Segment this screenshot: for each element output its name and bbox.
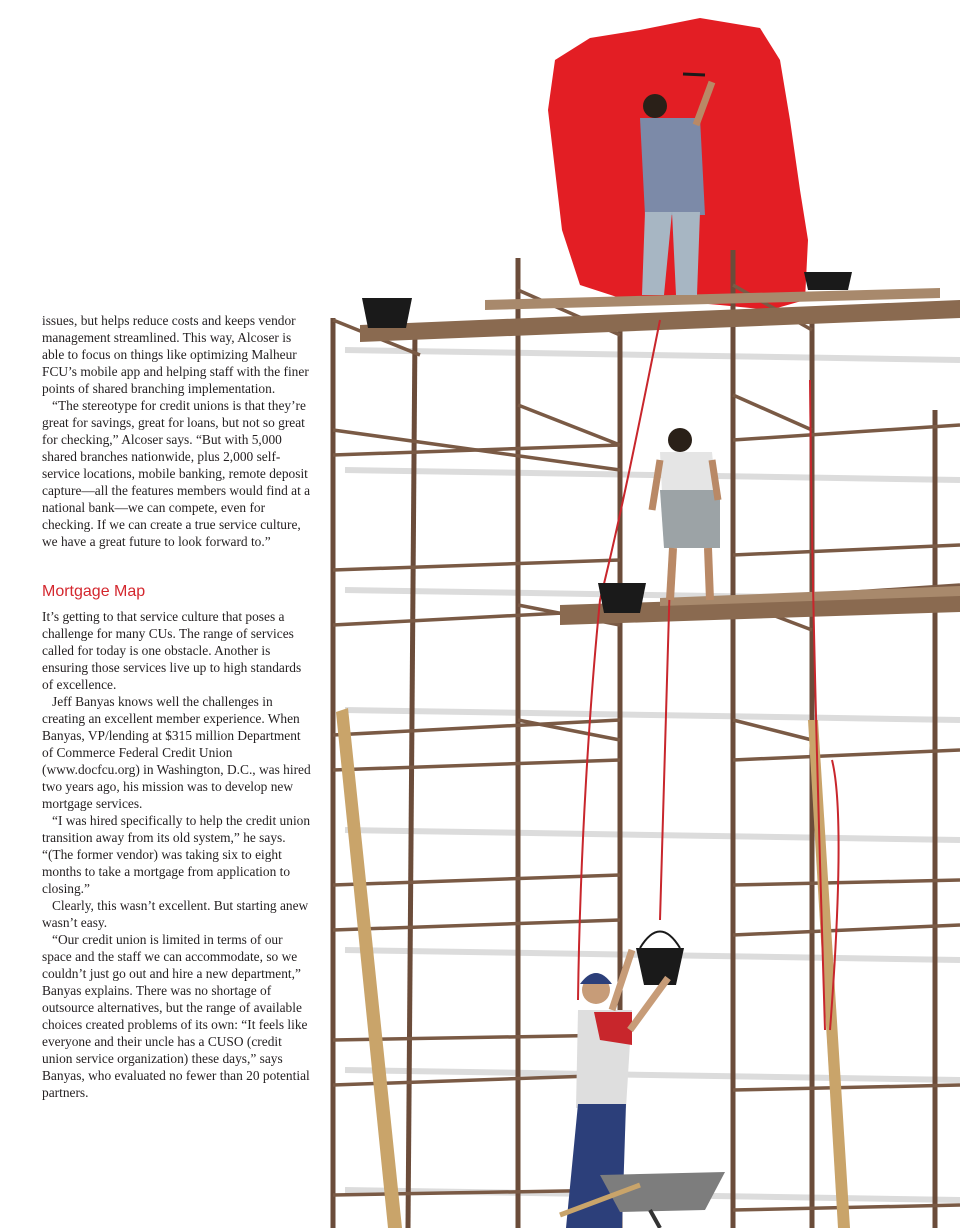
article-paragraph: issues, but helps reduce costs and keeps vendor management streamlined. This way, Alcoser is able to focus on things like optimizing Malheur FCU’s mobile app and helping staff with the finer points of shared branching implementation. [42,313,309,396]
scaffold-shadows [345,350,960,1200]
scaffold-planks [360,288,960,625]
ropes [578,320,839,1030]
section-heading: Mortgage Map [42,583,146,600]
bucket-top-left [362,298,412,328]
bucket-top-right [804,272,852,290]
article-text-column [42,312,312,1101]
scaffolding-illustration [330,0,960,1228]
article-paragraph: “The stereotype for credit unions is that they’re great for savings, great for loans, but not so great for checking,” Alcoser says. “But with 5,000 shared branches nationwide, plus 2,000 self-service locations, mobile banking, remote deposit capture—all the features members would find at a national bank—we can compete, even for checking. If we can create a true service culture, we have a great future to look forward to.” [42,398,311,549]
article-paragraph: Jeff Banyas knows well the challenges in creating an excellent member experience. When Banyas, VP/lending at $315 million Department of Commerce Federal Credit Union (www.docfcu.org) in Washington, D.C., was hired two years ago, his mission was to develop new mortgage services. [42,694,311,811]
worker-middle [652,428,720,600]
bucket-hanging [636,948,684,985]
article-paragraph: Clearly, this wasn’t excellent. But starting anew wasn’t easy. [42,898,309,930]
article-paragraph: “I was hired specifically to help the credit union transition away from its old system,” he says. “(The former vendor) was taking six to eight months to take a mortgage from application to closing.” [42,813,311,896]
article-paragraph: It’s getting to that service culture that poses a challenge for many CUs. The range of services called for today is one obstacle. Another is ensuring those services live up to high standards of excellence. [42,609,302,692]
article-paragraph: “Our credit union is limited in terms of our space and the staff we can accommodate, so we couldn’t just go out and hire a new department,” Banyas explains. There was no shortage of outsource alternatives, but the range of available choices created problems of its own: “It feels like everyone and their uncle has a CUSO (credit union service organization) these days,” says Banyas, who evaluated no fewer than 20 potential partners. [42,932,310,1100]
buckets [362,272,852,985]
bucket-middle [598,583,646,613]
